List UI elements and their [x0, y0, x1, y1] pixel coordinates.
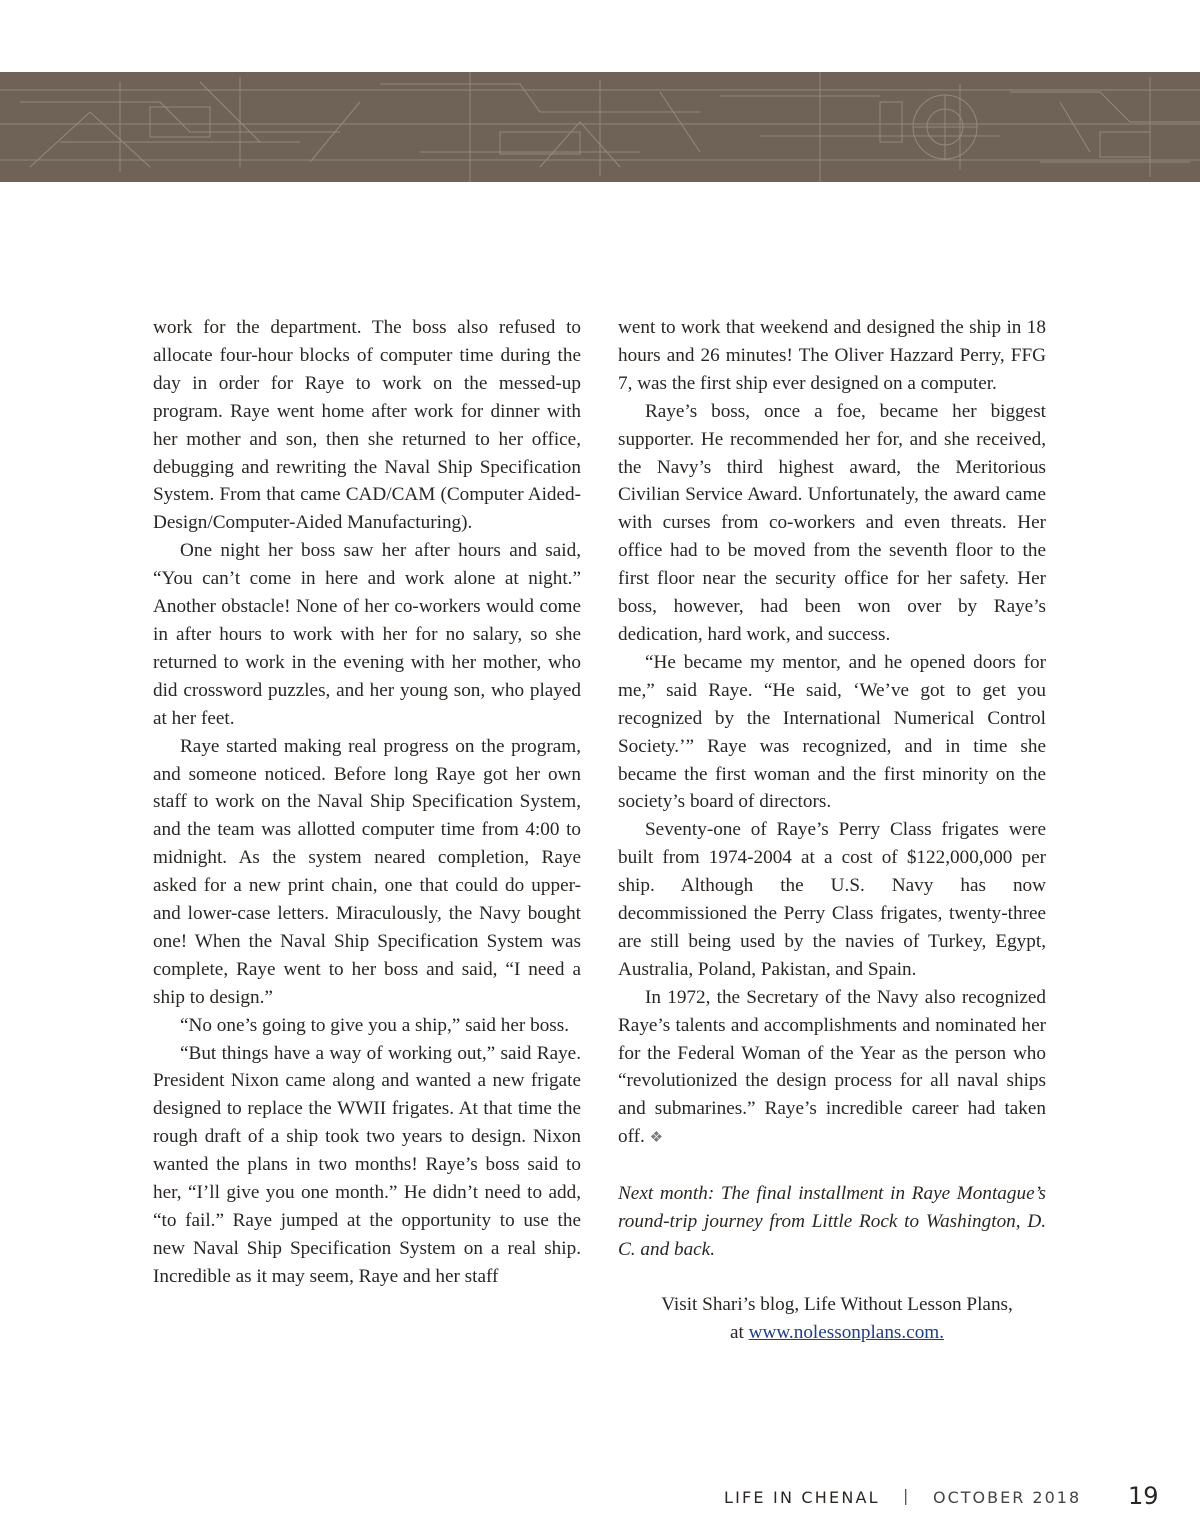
magazine-name: LIFE IN CHENAL: [724, 1488, 880, 1507]
paragraph: Raye started making real progress on the program, and someone noticed. Before long Raye got her own staff to work on the Naval Ship Specification System, and the team was allotted computer time from 4:00 to midnight. As the system neared completion, Raye asked for a new print chain, one that could do upper- and lower-case letters. Miraculously, the Navy bought one! When the Naval Ship Specification System was complete, Raye went to her boss and said, “I need a ship to design.”: [153, 735, 581, 1008]
next-month-teaser: Next month: The final installment in Raye Montague’s round-trip journey from Little Rock to Washington, D. C. and back.: [618, 1183, 1046, 1260]
article-column-right: [618, 314, 1046, 1347]
header-banner: [0, 72, 1200, 182]
paragraph: Raye’s boss, once a foe, became her biggest supporter. He recommended her for, and she received, the Navy’s third highest award, the Meritorious Civilian Service Award. Unfortunately, the award came with curses from co-workers and even threats. Her office had to be moved from the seventh floor to the first floor near the security office for her safety. Her boss, however, had been won over by Raye’s dedication, hard work, and success.: [618, 400, 1046, 645]
ship-blueprint-pattern: [0, 72, 1200, 182]
footer-separator: |: [903, 1486, 909, 1505]
end-mark-icon: ❖: [649, 1130, 664, 1147]
paragraph: “He became my mentor, and he opened doors for me,” said Raye. “He said, ‘We’ve got to get you recognized by the International Numerical Control Society.’” Raye was recognized, and in time she became the first woman and the first minority on the society’s board of directors.: [618, 651, 1046, 813]
paragraph: went to work that weekend and designed the ship in 18 hours and 26 minutes! The Oliver Hazzard Perry, FFG 7, was the first ship ever designed on a computer.: [618, 317, 1046, 394]
blog-link[interactable]: www.nolessonplans.com.: [748, 1321, 945, 1343]
blog-note: [618, 1291, 1046, 1347]
paragraph-final-text: In 1972, the Secretary of the Navy also recognized Raye’s talents and accomplishments and nominated her for the Federal Woman of the Year as the person who “revolutionized the design process for all naval ships and submarines.” Raye’s incredible career had taken off.: [618, 986, 1046, 1148]
paragraph: Seventy-one of Raye’s Perry Class frigates were built from 1974-2004 at a cost of $122,000,000 per ship. Although the U.S. Navy has now decommissioned the Perry Class frigates, twenty-three are still being used by the navies of Turkey, Egypt, Australia, Poland, Pakistan, and Spain.: [618, 819, 1046, 980]
article-column-left: [153, 314, 581, 1291]
paragraph: work for the department. The boss also refused to allocate four-hour blocks of computer time during the day in order for Raye to work on the messed-up program. Raye went home after work for dinner with her mother and son, then she returned to her office, debugging and rewriting the Naval Ship Specification System. From that came CAD/CAM (Computer Aided-Design/Computer-Aided Manufacturing).: [153, 317, 581, 534]
paragraph: “But things have a way of working out,” said Raye. President Nixon came along and wanted a new frigate designed to replace the WWII frigates. At that time the rough draft of a ship took two years to design. Nixon wanted the plans in two months! Raye’s boss said to her, “I’ll give you one month.” He didn’t need to add, “to fail.” Raye jumped at the opportunity to use the new Naval Ship Specification System on a real ship. Incredible as it may seem, Raye and her staff: [153, 1042, 581, 1287]
page-number: 19: [1128, 1482, 1159, 1510]
paragraph-final: [618, 984, 1046, 1153]
page-footer: [0, 1482, 1200, 1512]
issue-date: OCTOBER 2018: [933, 1488, 1082, 1507]
paragraph: One night her boss saw her after hours and said, “You can’t come in here and work alone at night.” Another obstacle! None of her co-workers would come in after hours to work with her for no salary, so she returned to work in the evening with her mother, who did crossword puzzles, and her young son, who played at her feet.: [153, 540, 581, 729]
paragraph: “No one’s going to give you a ship,” said her boss.: [180, 1014, 570, 1036]
blog-line: Visit Shari’s blog, Life Without Lesson Plans,: [661, 1293, 1013, 1315]
blog-prefix: at: [729, 1321, 744, 1343]
